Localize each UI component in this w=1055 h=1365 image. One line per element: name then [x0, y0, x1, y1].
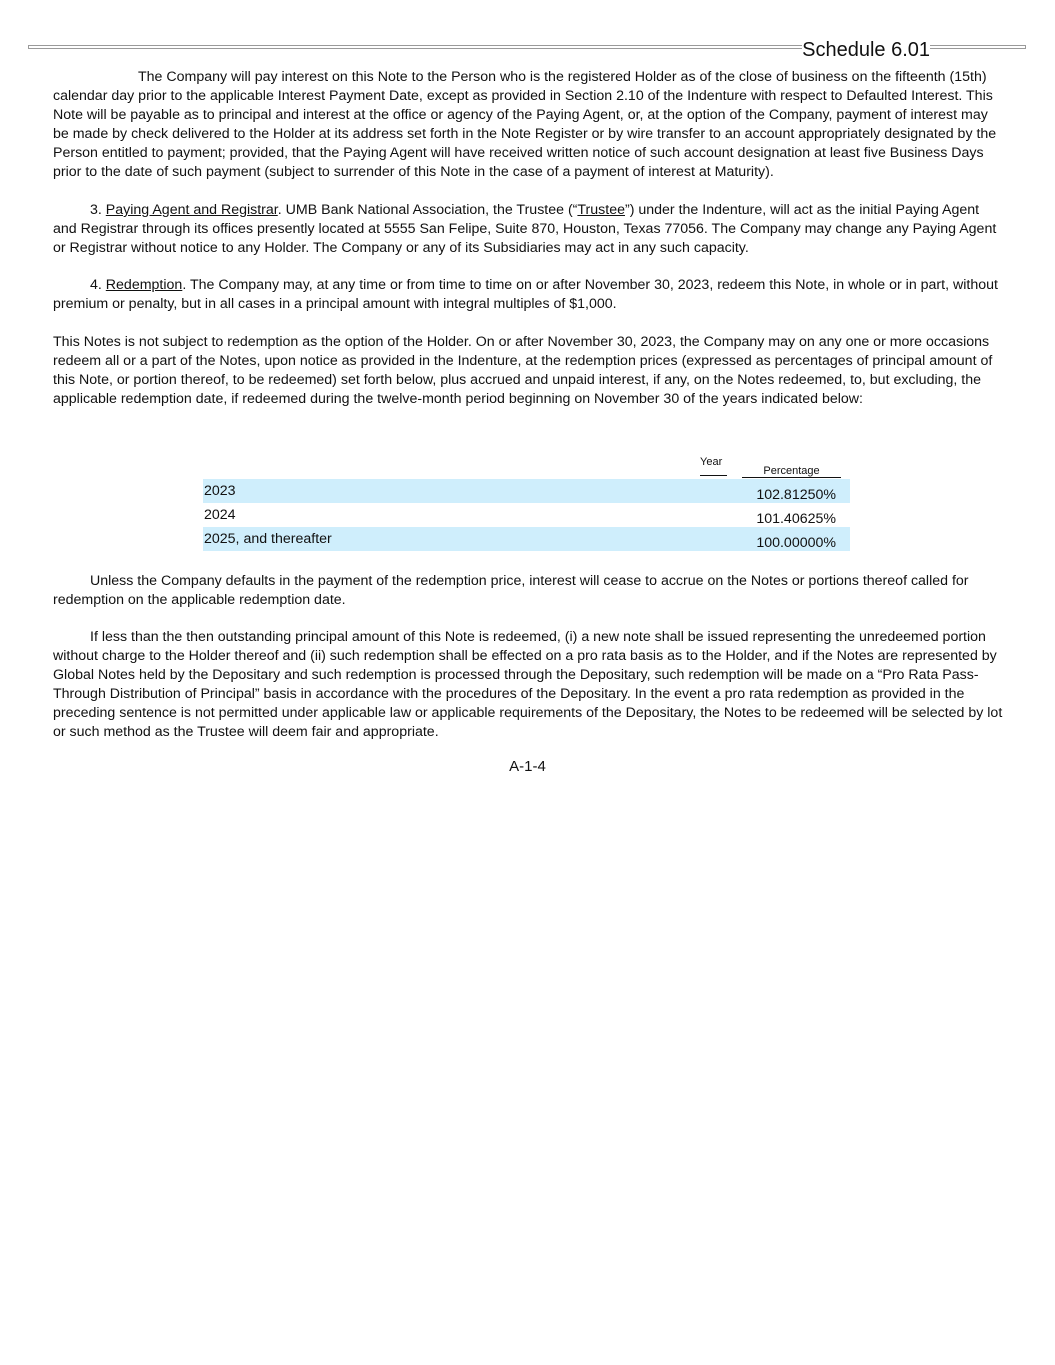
- paragraph-interest: [53, 68, 1006, 182]
- paragraph-redemption: [53, 276, 1006, 314]
- paragraph-paying-agent: [53, 201, 1006, 258]
- page-number: A-1-4: [509, 758, 546, 775]
- table-row: [203, 527, 850, 551]
- year-cell: 2024: [204, 507, 236, 523]
- column-header-percentage: Percentage: [742, 465, 841, 478]
- paragraph-optional-redemption: [53, 333, 1006, 409]
- column-header-year: Year: [700, 456, 727, 476]
- year-cell: 2025, and thereafter: [204, 531, 332, 547]
- year-cell: 2023: [204, 483, 236, 499]
- section-number: 4.: [90, 277, 102, 293]
- percentage-cell: 100.00000%: [756, 535, 836, 551]
- paragraph-cease-interest: [53, 572, 1006, 610]
- section-heading: Redemption: [105, 277, 183, 293]
- percentage-cell: 101.40625%: [756, 511, 836, 527]
- paragraph-partial-redemption: [53, 628, 1006, 742]
- optional-text: This Notes is not subject to redemption as the option of the Holder. On or after November 30, 2023, the Company may on any one or more occasions redeem all or a part of the Notes, upon notice as provided in the Indenture, at the redemption prices (expressed as percentages of principal amount of this Note, or portion thereof, to be redeemed) set forth below, plus accrued and unpaid interest, if any, on the Notes redeemed, to, but excluding, the applicable redemption date, if redeemed during the twelve-month period beginning on November 30 of the years indicated below:: [53, 334, 993, 407]
- schedule-label: Schedule 6.01: [802, 39, 930, 61]
- table-row: [203, 479, 850, 503]
- table-row: [203, 503, 850, 527]
- interest-text: The Company will pay interest on this Note to the Person who is the registered Holder as of the close of business on the fifteenth (15th) calendar day prior to the applicable Interest Payment Date, except as provided in Section 2.10 of the Indenture with respect to Defaulted Interest. This Note will be payable as to principal and interest at the office or agency of the Paying Agent, or, at the option of the Company, payment of interest may be made by check delivered to the Holder at its address set forth in the Note Register or by wire transfer to an account appropriately designated by the Person entitled to payment; provided, that the Paying Agent will have received written notice of such account designation at least five Business Days prior to the date of such payment (subject to surrender of this Note in the case of a payment of interest at Maturity).: [53, 69, 997, 180]
- partial-text: If less than the then outstanding principal amount of this Note is redeemed, (i) a new note shall be issued representing the unredeemed portion without charge to the Holder thereof and (ii) such redemption shall be effected on a pro rata basis as to the Holder, and if the Notes are represented by Global Notes held by the Depositary and such redemption is processed through the Depositary, such redemption will be made on a “Pro Rata Pass-Through Distribution of Principal” basis in accordance with the procedures of the Depositary. In the event a pro rata redemption as provided in the preceding sentence is not permitted under applicable law or applicable requirements of the Depositary, the Notes to be redeemed will be selected by lot or such method as the Trustee will deem fair and appropriate.: [53, 629, 1003, 740]
- section-text: . UMB Bank National Association, the Trustee (“: [277, 202, 578, 218]
- cease-text: Unless the Company defaults in the payment of the redemption price, interest will cease to accrue on the Notes or portions thereof called for redemption on the applicable redemption date.: [53, 573, 969, 608]
- section-heading: Paying Agent and Registrar: [105, 202, 278, 218]
- section-number: 3.: [90, 202, 102, 218]
- percentage-cell: 102.81250%: [756, 487, 836, 503]
- defined-term: Trustee: [577, 202, 625, 218]
- section-text: ”) under the Indenture, will act as the initial Paying Agent and Registrar through its offices presently located at 5555 San Felipe, Suite 870, Houston, Texas 77056. The Company may change any Paying Agent or Registrar without notice to any Holder. The Company or any of its Subsidiaries may act in any such capacity.: [53, 202, 997, 256]
- section-text: . The Company may, at any time or from time to time on or after November 30, 2023, redeem this Note, in whole or in part, without premium or penalty, but in all cases in a principal amount with integral multiples of $1,000.: [53, 277, 998, 312]
